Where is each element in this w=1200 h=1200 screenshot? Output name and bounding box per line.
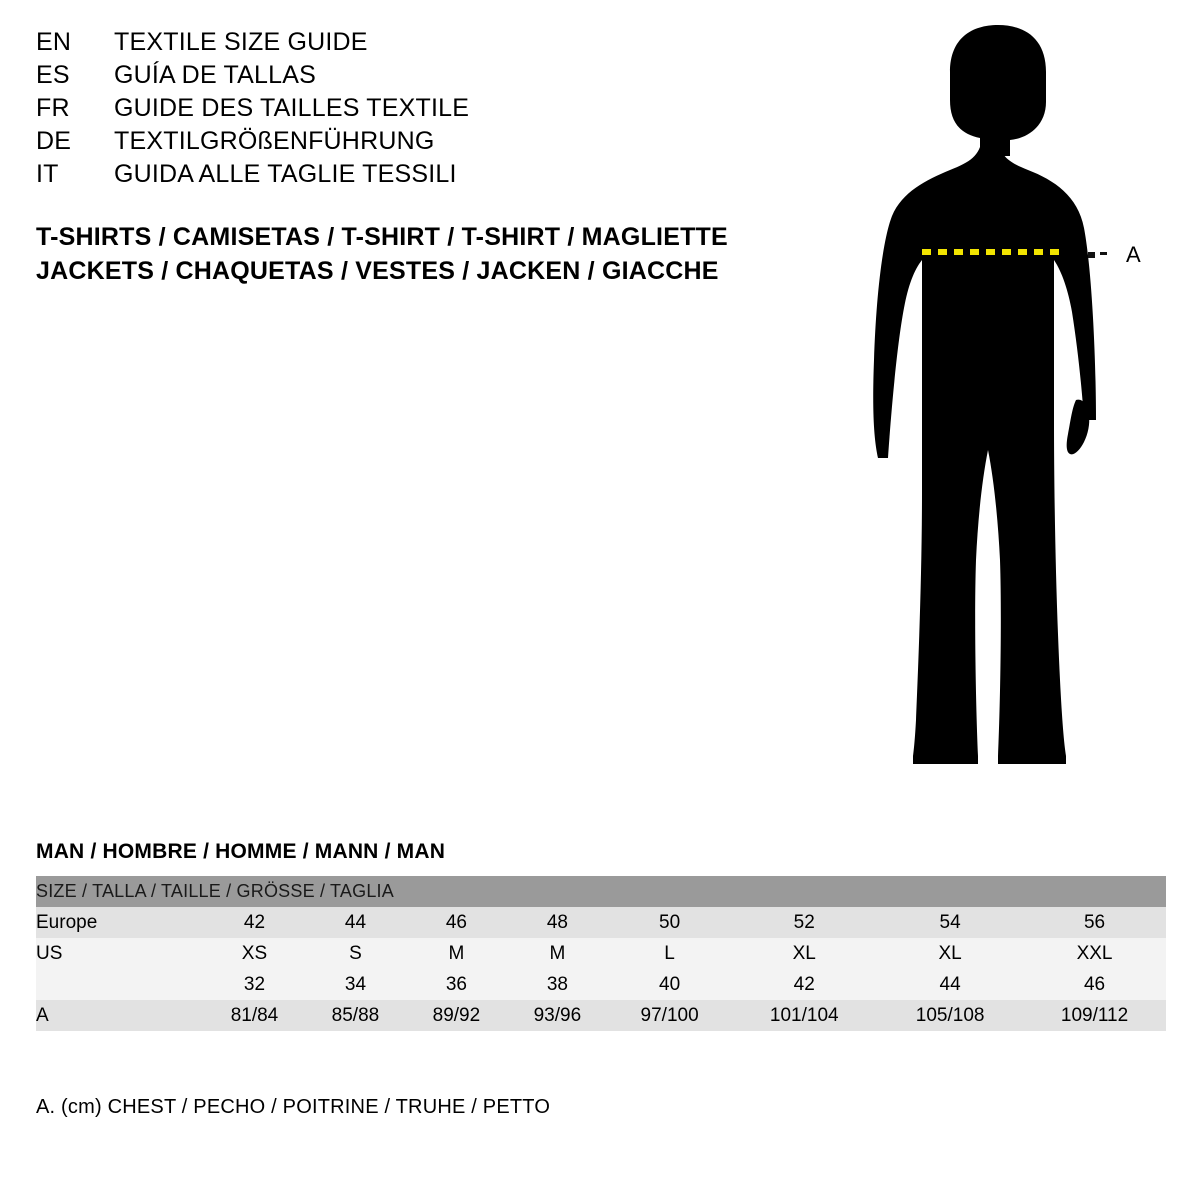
cell: 44 xyxy=(877,969,1023,1000)
row-label-a: A xyxy=(36,1000,204,1031)
cell: 101/104 xyxy=(731,1000,877,1031)
table-row xyxy=(36,969,1166,1000)
cell: S xyxy=(305,938,406,969)
cell: 42 xyxy=(731,969,877,1000)
cell: XL xyxy=(731,938,877,969)
cell: 81/84 xyxy=(204,1000,305,1031)
cell: 36 xyxy=(406,969,507,1000)
cell: 40 xyxy=(608,969,731,1000)
language-row xyxy=(36,127,756,160)
cell: 54 xyxy=(877,907,1023,938)
cell: XS xyxy=(204,938,305,969)
category-headings xyxy=(36,220,796,288)
cell: L xyxy=(608,938,731,969)
language-row xyxy=(36,94,756,127)
category-tshirts: T-SHIRTS / CAMISETAS / T-SHIRT / T-SHIRT / MAGLIETTE xyxy=(36,223,728,251)
cell: 38 xyxy=(507,969,608,1000)
cell: 89/92 xyxy=(406,1000,507,1031)
cell: 105/108 xyxy=(877,1000,1023,1031)
row-label-us: US xyxy=(36,938,204,969)
language-row xyxy=(36,61,756,94)
cell: 97/100 xyxy=(608,1000,731,1031)
language-title: GUÍA DE TALLAS xyxy=(114,61,316,89)
male-figure-illustration xyxy=(830,20,1170,790)
cell: 56 xyxy=(1023,907,1166,938)
table-row xyxy=(36,938,1166,969)
language-code: FR xyxy=(36,94,70,122)
table-row xyxy=(36,1000,1166,1031)
language-row xyxy=(36,28,756,61)
language-code: ES xyxy=(36,61,70,89)
table-header-label: SIZE / TALLA / TAILLE / GRÖSSE / TAGLIA xyxy=(36,876,1166,907)
cell: XL xyxy=(877,938,1023,969)
cell: XXL xyxy=(1023,938,1166,969)
cell: M xyxy=(507,938,608,969)
size-table xyxy=(36,876,1166,1031)
cell: 85/88 xyxy=(305,1000,406,1031)
language-code: DE xyxy=(36,127,72,155)
row-label-blank xyxy=(36,969,204,1000)
language-title: TEXTILE SIZE GUIDE xyxy=(114,28,368,56)
cell: 93/96 xyxy=(507,1000,608,1031)
cell: 46 xyxy=(406,907,507,938)
language-title: TEXTILGRÖßENFÜHRUNG xyxy=(114,127,435,155)
cell: 34 xyxy=(305,969,406,1000)
language-code: EN xyxy=(36,28,72,56)
silhouette-svg xyxy=(830,20,1170,790)
cell: 42 xyxy=(204,907,305,938)
cell: M xyxy=(406,938,507,969)
table-row xyxy=(36,907,1166,938)
cell: 48 xyxy=(507,907,608,938)
measure-label-a: A xyxy=(1126,242,1142,267)
category-jackets: JACKETS / CHAQUETAS / VESTES / JACKEN / GIACCHE xyxy=(36,257,719,285)
language-row xyxy=(36,160,756,193)
language-title: GUIDA ALLE TAGLIE TESSILI xyxy=(114,160,457,188)
cell: 52 xyxy=(731,907,877,938)
cell: 44 xyxy=(305,907,406,938)
size-table-section xyxy=(36,840,1166,1031)
cell: 46 xyxy=(1023,969,1166,1000)
cell: 50 xyxy=(608,907,731,938)
table-header-row xyxy=(36,876,1166,907)
measure-leader-dashes xyxy=(1088,252,1120,256)
cell: 32 xyxy=(204,969,305,1000)
language-list xyxy=(36,28,756,193)
language-code: IT xyxy=(36,160,59,188)
row-label-europe: Europe xyxy=(36,907,204,938)
table-group-title: MAN / HOMBRE / HOMME / MANN / MAN xyxy=(36,840,446,863)
cell: 109/112 xyxy=(1023,1000,1166,1031)
table-footnote: A. (cm) CHEST / PECHO / POITRINE / TRUHE / PETTO xyxy=(36,1096,551,1118)
language-title: GUIDE DES TAILLES TEXTILE xyxy=(114,94,470,122)
